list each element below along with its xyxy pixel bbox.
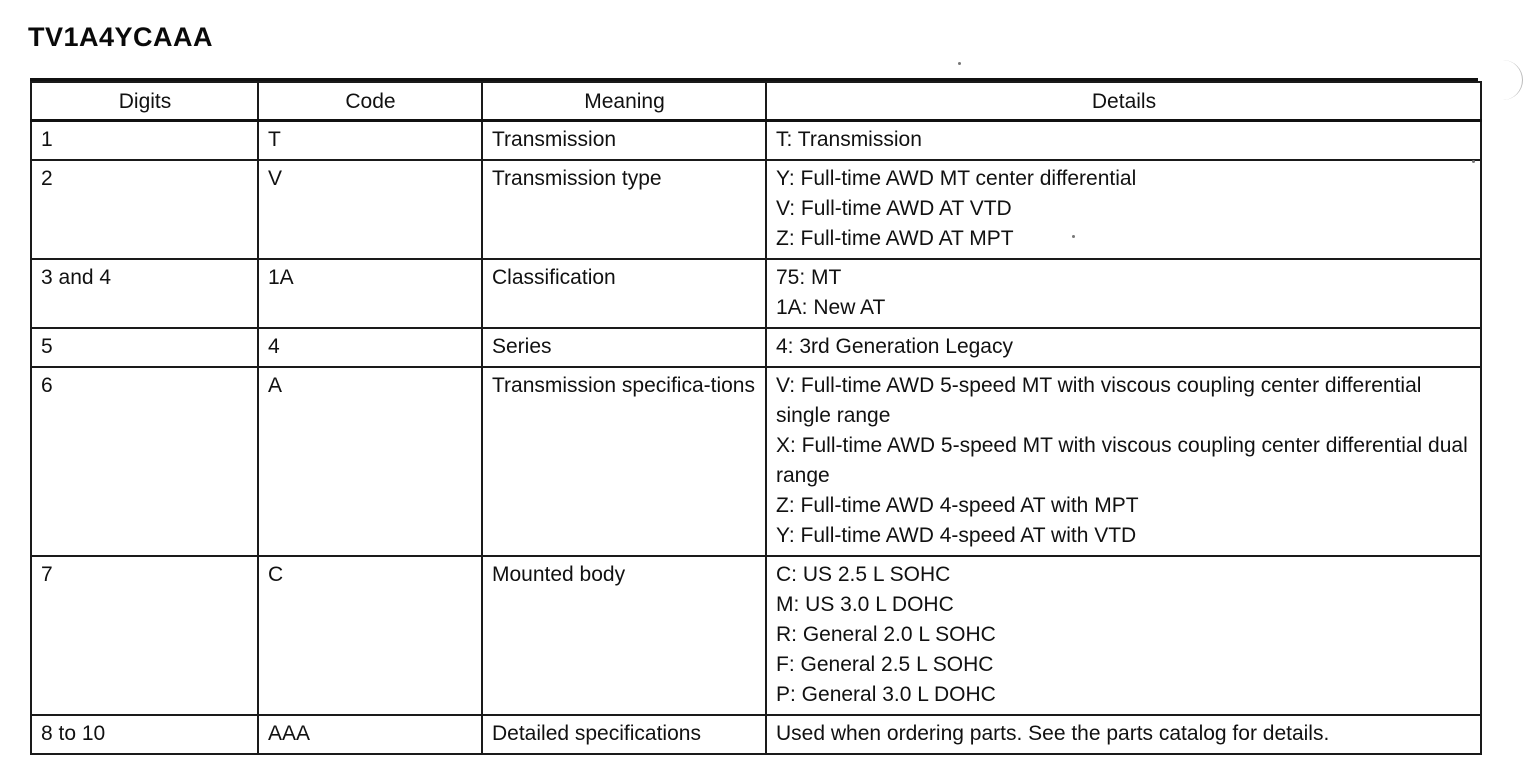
cell-details bbox=[766, 160, 1481, 259]
detail-line: M: US 3.0 L DOHC bbox=[776, 593, 954, 616]
detail-line: V: Full-time AWD 5-speed MT with viscous coupling center differential single range bbox=[776, 374, 1422, 427]
detail-line: C: US 2.5 L SOHC bbox=[776, 563, 951, 586]
table-row bbox=[31, 121, 1481, 161]
detail-line: Y: Full-time AWD MT center differential bbox=[776, 167, 1137, 190]
detail-line: R: General 2.0 L SOHC bbox=[776, 623, 996, 646]
table-row bbox=[31, 328, 1481, 367]
detail-line: P: General 3.0 L DOHC bbox=[776, 683, 996, 706]
header-code: Code bbox=[258, 82, 482, 121]
cell-meaning: Transmission specifica-tions bbox=[482, 367, 766, 556]
cell-digits: 7 bbox=[31, 556, 258, 715]
cell-digits: 2 bbox=[31, 160, 258, 259]
detail-line: Used when ordering parts. See the parts catalog for details. bbox=[776, 722, 1330, 745]
cell-meaning: Classification bbox=[482, 259, 766, 328]
detail-line: X: Full-time AWD 5-speed MT with viscous coupling center differential dual range bbox=[776, 434, 1468, 487]
scan-speck bbox=[1472, 160, 1475, 163]
table-row bbox=[31, 715, 1481, 754]
transmission-code-table bbox=[30, 81, 1482, 755]
table-header-row bbox=[31, 82, 1481, 121]
cell-details bbox=[766, 367, 1481, 556]
cell-code: V bbox=[258, 160, 482, 259]
page-curl-mark bbox=[1500, 60, 1523, 100]
cell-meaning: Detailed specifications bbox=[482, 715, 766, 754]
detail-line: 4: 3rd Generation Legacy bbox=[776, 335, 1013, 358]
cell-digits: 8 to 10 bbox=[31, 715, 258, 754]
cell-meaning: Transmission bbox=[482, 121, 766, 161]
detail-line: Z: Full-time AWD 4-speed AT with MPT bbox=[776, 494, 1139, 517]
header-digits: Digits bbox=[31, 82, 258, 121]
header-details: Details bbox=[766, 82, 1481, 121]
cell-code: C bbox=[258, 556, 482, 715]
cell-digits: 1 bbox=[31, 121, 258, 161]
cell-details bbox=[766, 259, 1481, 328]
detail-line: Z: Full-time AWD AT MPT bbox=[776, 227, 1014, 250]
header-meaning: Meaning bbox=[482, 82, 766, 121]
cell-code: T bbox=[258, 121, 482, 161]
scan-speck bbox=[1072, 235, 1075, 238]
cell-details bbox=[766, 328, 1481, 367]
table-row bbox=[31, 556, 1481, 715]
cell-details bbox=[766, 715, 1481, 754]
cell-meaning: Transmission type bbox=[482, 160, 766, 259]
detail-line: 1A: New AT bbox=[776, 296, 886, 319]
cell-digits: 3 and 4 bbox=[31, 259, 258, 328]
cell-code: AAA bbox=[258, 715, 482, 754]
cell-digits: 6 bbox=[31, 367, 258, 556]
cell-digits: 5 bbox=[31, 328, 258, 367]
detail-line: T: Transmission bbox=[776, 128, 922, 151]
table-row bbox=[31, 367, 1481, 556]
cell-details bbox=[766, 121, 1481, 161]
detail-line: Y: Full-time AWD 4-speed AT with VTD bbox=[776, 524, 1137, 547]
document-title: TV1A4YCAAA bbox=[28, 22, 214, 52]
cell-code: 1A bbox=[258, 259, 482, 328]
detail-line: F: General 2.5 L SOHC bbox=[776, 653, 994, 676]
cell-meaning: Series bbox=[482, 328, 766, 367]
cell-code: A bbox=[258, 367, 482, 556]
cell-code: 4 bbox=[258, 328, 482, 367]
scan-speck bbox=[958, 62, 961, 65]
cell-details bbox=[766, 556, 1481, 715]
table-row bbox=[31, 259, 1481, 328]
detail-line: 75: MT bbox=[776, 266, 842, 289]
cell-meaning: Mounted body bbox=[482, 556, 766, 715]
detail-line: V: Full-time AWD AT VTD bbox=[776, 197, 1012, 220]
table-row bbox=[31, 160, 1481, 259]
